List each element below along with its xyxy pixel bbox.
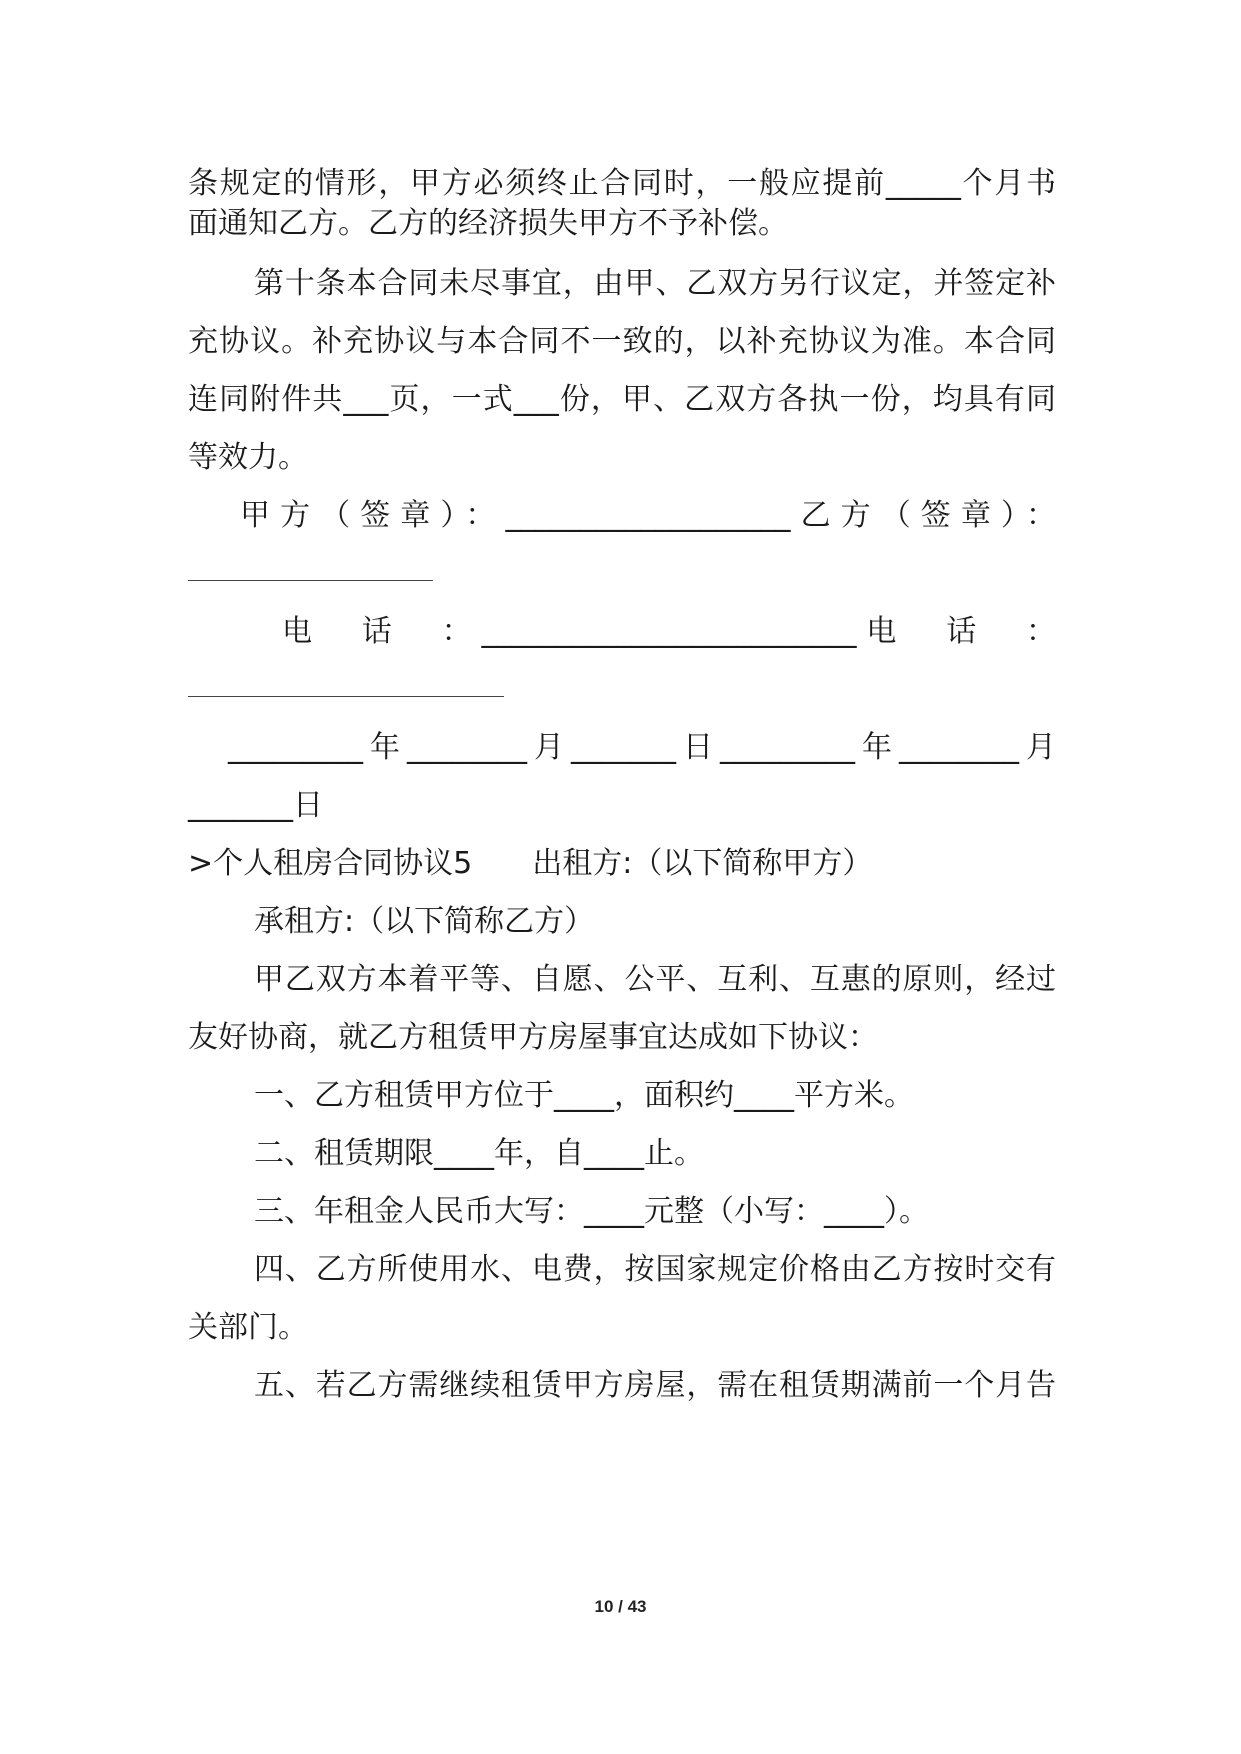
date-line: _________年________月_______日_________年________月 [228, 730, 1056, 765]
paragraph-line: 面通知乙方。乙方的经济损失甲方不予补偿。 [188, 206, 788, 241]
signature-line-party-a: 甲方（签章）：___________________乙方（签章）： [240, 498, 1056, 533]
date-line-continued: _______日 [188, 788, 323, 823]
paragraph-line: 第十条本合同未尽事宜，由甲、乙双方另行议定，并签定补 [254, 266, 1056, 301]
paragraph-line: 承租方:（以下简称乙方） [254, 904, 595, 939]
section-heading: >个人租房合同协议5 出租方:（以下简称甲方） [188, 846, 873, 881]
paragraph-line: 连同附件共___页，一式___份，甲、乙双方各执一份，均具有同 [188, 382, 1056, 417]
clause-line: 五、若乙方需继续租赁甲方房屋，需在租赁期满前一个月告 [254, 1368, 1056, 1403]
clause-line: 四、乙方所使用水、电费，按国家规定价格由乙方按时交有 [254, 1252, 1056, 1287]
clause-line: 关部门。 [188, 1310, 308, 1345]
clause-line: 一、乙方租赁甲方位于____，面积约____平方米。 [254, 1078, 914, 1113]
phone-underline [188, 696, 504, 697]
clause-line: 二、租赁期限____年，自____止。 [254, 1136, 704, 1171]
clause-line: 三、年租金人民币大写：____元整（小写：____）。 [254, 1194, 929, 1229]
paragraph-line: 友好协商，就乙方租赁甲方房屋事宜达成如下协议： [188, 1020, 878, 1055]
phone-line: 电 话 ：_________________________电 话 ： [282, 614, 1056, 649]
page-number: 10 / 43 [594, 1597, 647, 1616]
paragraph-line: 条规定的情形，甲方必须终止合同时，一般应提前_____个月书 [188, 166, 1056, 201]
paragraph-line: 充协议。补充协议与本合同不一致的，以补充协议为准。本合同 [188, 324, 1056, 359]
paragraph-line: 等效力。 [188, 440, 308, 475]
paragraph-line: 甲乙双方本着平等、自愿、公平、互利、互惠的原则，经过 [254, 962, 1056, 997]
signature-underline [188, 580, 433, 581]
